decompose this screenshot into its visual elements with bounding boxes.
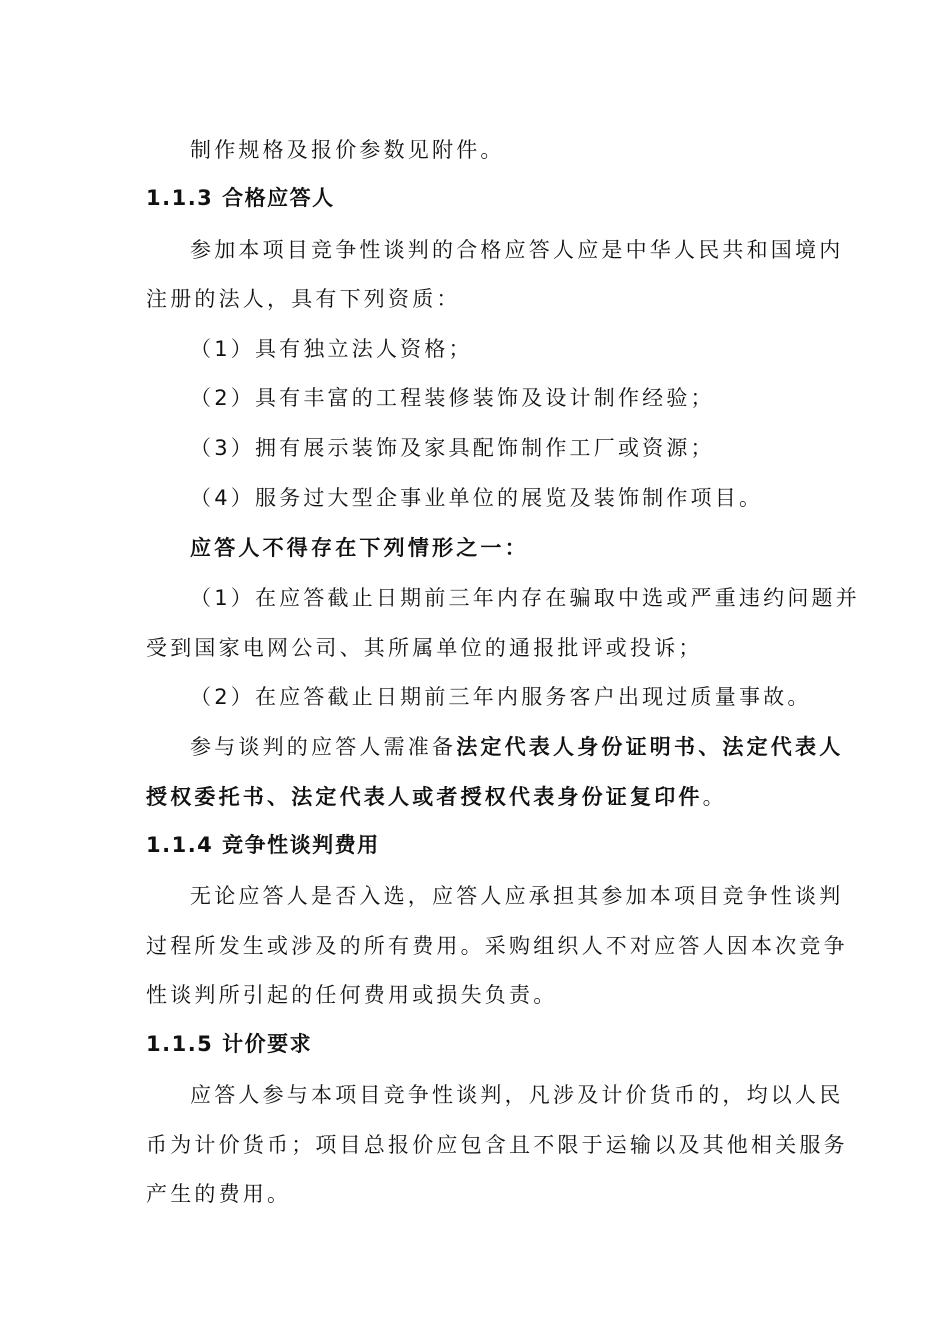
qualification-item-2: （2）具有丰富的工程装修装饰及设计制作经验； <box>190 386 715 410</box>
required-documents-period: 。 <box>702 785 727 809</box>
paragraph-eligibility-line1: 参加本项目竞争性谈判的合格应答人应是中华人民共和国境内 <box>190 238 844 262</box>
required-documents-bold-text: 法定代表人身份证明书、法定代表人 <box>456 735 844 759</box>
paragraph-attachment-note: 制作规格及报价参数见附件。 <box>190 138 505 162</box>
paragraph-eligibility-line2: 注册的法人，具有下列资质： <box>146 287 461 311</box>
exclusion-item-2: （2）在应答截止日期前三年内服务客户出现过质量事故。 <box>190 685 812 709</box>
required-documents-line2 <box>146 782 727 812</box>
required-documents-plain-text: 参与谈判的应答人需准备 <box>190 735 457 759</box>
exclusion-item-1-line1: （1）在应答截止日期前三年内存在骗取中选或严重违约问题并 <box>190 586 860 610</box>
paragraph-fees-line3: 性谈判所引起的任何费用或损失负责。 <box>146 983 558 1007</box>
required-documents-bold-text-2: 授权委托书、法定代表人或者授权代表身份证复印件 <box>146 785 703 809</box>
required-documents-line1 <box>190 732 843 762</box>
qualification-item-3: （3）拥有展示装饰及家具配饰制作工厂或资源； <box>190 436 715 460</box>
paragraph-pricing-line3: 产生的费用。 <box>146 1182 292 1206</box>
qualification-item-4: （4）服务过大型企事业单位的展览及装饰制作项目。 <box>190 486 764 510</box>
heading-1-1-4: 1.1.4 竞争性谈判费用 <box>146 833 380 857</box>
exclusion-title: 应答人不得存在下列情形之一： <box>190 536 529 560</box>
qualification-item-1: （1）具有独立法人资格； <box>190 337 473 361</box>
heading-1-1-5: 1.1.5 计价要求 <box>146 1032 313 1056</box>
paragraph-fees-line1: 无论应答人是否入选，应答人应承担其参加本项目竞争性谈判 <box>190 884 844 908</box>
exclusion-item-1-line2: 受到国家电网公司、其所属单位的通报批评或投诉； <box>146 636 703 660</box>
paragraph-pricing-line1: 应答人参与本项目竞争性谈判，凡涉及计价货币的，均以人民 <box>190 1083 844 1107</box>
paragraph-fees-line2: 过程所发生或涉及的所有费用。采购组织人不对应答人因本次竞争 <box>146 934 848 958</box>
heading-1-1-3: 1.1.3 合格应答人 <box>146 186 335 210</box>
paragraph-pricing-line2: 币为计价货币；项目总报价应包含且不限于运输以及其他相关服务 <box>146 1133 848 1157</box>
